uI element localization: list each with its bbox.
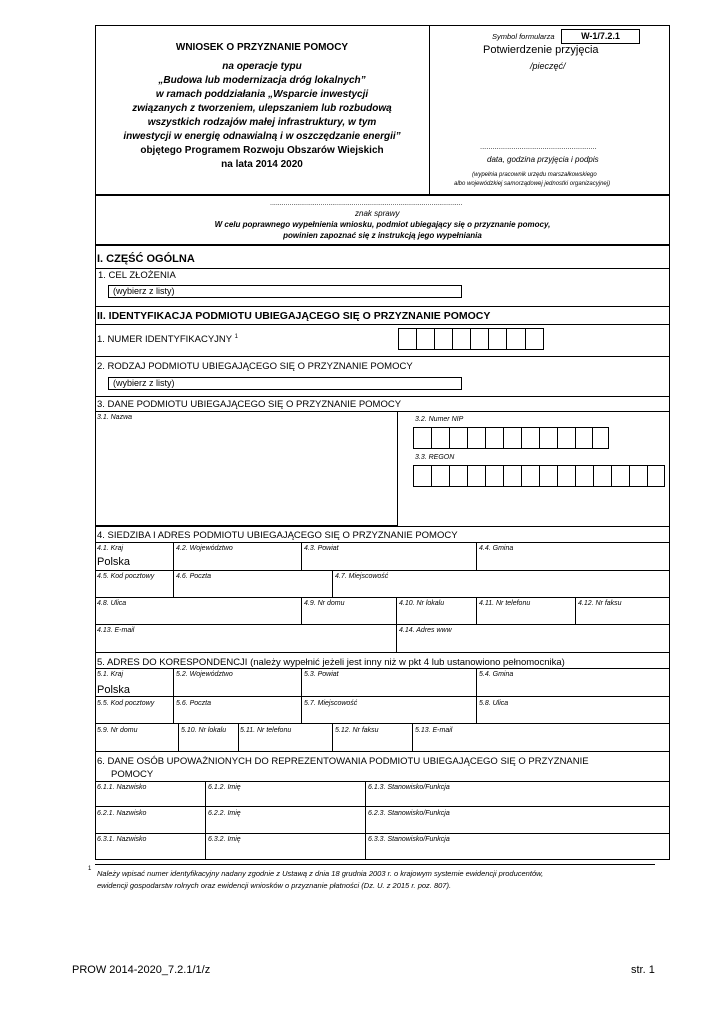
case-label: znak sprawy bbox=[355, 209, 400, 218]
entity-type-select[interactable]: (wybierz z listy) bbox=[108, 377, 462, 390]
voivodeship-label: 4.2. Województwo bbox=[176, 545, 233, 552]
house-no-label: 4.9. Nr domu bbox=[304, 600, 345, 607]
rep1-name-label: 6.1.2. Imię bbox=[208, 784, 241, 791]
street-label: 4.8. Ulica bbox=[97, 600, 127, 607]
seat-address-label: 4. SIEDZIBA I ADRES PODMIOTU UBIEGAJĄCEGO SIĘ O PRZYZNANIE POMOCY bbox=[97, 530, 458, 541]
form-title: WNIOSEK O PRZYZNANIE POMOCY bbox=[175, 42, 349, 53]
nip-input[interactable] bbox=[413, 427, 609, 449]
id-number-input[interactable] bbox=[398, 328, 544, 350]
country-label: 4.1. Kraj bbox=[97, 545, 124, 552]
part2-title: II. IDENTYFIKACJA PODMIOTU UBIEGAJĄCEGO SIĘ O PRZYZNANIE POMOCY bbox=[97, 310, 491, 322]
representatives-label: 6. DANE OSÓB UPOWAŻNIONYCH DO REPREZENTOWANIA PODMIOTU UBIEGAJĄCEGO SIĘ O PRZYZNANIE POMOCY bbox=[97, 756, 589, 780]
country-value[interactable]: Polska bbox=[97, 556, 131, 568]
rep3-surname-label: 6.3.1. Nazwisko bbox=[97, 836, 147, 843]
footer-page-number: str. 1 bbox=[631, 964, 655, 976]
rep3-name-label: 6.3.2. Imię bbox=[208, 836, 241, 843]
footnote-mark: 1 bbox=[88, 866, 92, 872]
postal-code-label: 4.5. Kod pocztowy bbox=[97, 573, 155, 580]
regon-label: 3.3. REGON bbox=[415, 454, 455, 461]
confirmation-label: Potwierdzenie przyjęcia bbox=[483, 44, 599, 56]
name-label: 3.1. Nazwa bbox=[97, 414, 133, 421]
commune-label: 4.4. Gmina bbox=[479, 545, 514, 552]
corr-county-label: 5.3. Powiat bbox=[304, 671, 339, 678]
www-label: 4.14. Adres www bbox=[399, 627, 452, 634]
part1-title: I. CZĘŚĆ OGÓLNA bbox=[97, 253, 195, 265]
entity-data-label: 3. DANE PODMIOTU UBIEGAJĄCEGO SIĘ O PRZYZNANIE POMOCY bbox=[97, 399, 402, 410]
nip-label: 3.2. Numer NIP bbox=[415, 416, 464, 423]
fax-label: 4.12. Nr faksu bbox=[578, 600, 622, 607]
footnote-rule bbox=[95, 864, 655, 865]
corr-house-no-label: 5.9. Nr domu bbox=[97, 727, 138, 734]
instruction-1: W celu poprawnego wypełnienia wniosku, podmiot ubiegający się o przyznanie pomocy, bbox=[214, 220, 551, 229]
rep1-surname-label: 6.1.1. Nazwisko bbox=[97, 784, 147, 791]
rep2-surname-label: 6.2.1. Nazwisko bbox=[97, 810, 147, 817]
case-dots: ................................................................................................... bbox=[270, 200, 463, 207]
email-label: 4.13. E-mail bbox=[97, 627, 135, 634]
corr-email-label: 5.13. E-mail bbox=[415, 727, 453, 734]
part1-field1-label: 1. CEL ZŁOŻENIA bbox=[98, 270, 176, 281]
phone-label: 4.11. Nr telefonu bbox=[479, 600, 531, 607]
post-office-label: 4.6. Poczta bbox=[176, 573, 212, 580]
locality-label: 4.7. Miejscowość bbox=[335, 573, 389, 580]
instruction-2: powinien zapoznać się z instrukcją jego wypełniania bbox=[283, 231, 482, 240]
corr-country-label: 5.1. Kraj bbox=[97, 671, 124, 678]
apartment-no-label: 4.10. Nr lokalu bbox=[399, 600, 445, 607]
office-note-1: (wypełnia pracownik urzędu marszałkowskiego bbox=[472, 172, 597, 178]
corr-phone-label: 5.11. Nr telefonu bbox=[240, 727, 292, 734]
office-note-2: albo wojewódzkiej samorządowej jednostki organizacyjnej) bbox=[454, 181, 611, 187]
correspondence-label: 5. ADRES DO KORESPONDENCJI (należy wypełnić jeżeli jest inny niż w pkt 4 lub ustanowiono pełnomocnika) bbox=[97, 657, 565, 668]
corr-postal-code-label: 5.5. Kod pocztowy bbox=[97, 700, 155, 707]
id-number-label: 1. NUMER IDENTYFIKACYJNY $^1$ bbox=[97, 334, 238, 346]
rep2-name-label: 6.2.2. Imię bbox=[208, 810, 241, 817]
purpose-select[interactable]: (wybierz z listy) bbox=[108, 285, 462, 298]
corr-country-value[interactable]: Polska bbox=[97, 684, 131, 696]
county-label: 4.3. Powiat bbox=[304, 545, 339, 552]
corr-commune-label: 5.4. Gmina bbox=[479, 671, 514, 678]
form-subtitle: na operacje typu „Budowa lub modernizacja dróg lokalnych” w ramach poddziałania „Wsparcie inwestycji związanych z tworzeniem, ulepszaniem lub rozbudową wszystkich rodzajów małej infrastruktury, w tym inwestycji w energię odnawialną i w oszczędzanie energii” objętego Programem Rozwoju Obszarów Wiejskich na lata 2014 2020 bbox=[123, 61, 401, 170]
name-input[interactable] bbox=[95, 411, 398, 526]
corr-fax-label: 5.12. Nr faksu bbox=[335, 727, 379, 734]
stamp-label: /pieczęć/ bbox=[530, 61, 566, 71]
entity-type-label: 2. RODZAJ PODMIOTU UBIEGAJĄCEGO SIĘ O PRZYZNANIE POMOCY bbox=[97, 361, 413, 372]
corr-apartment-no-label: 5.10. Nr lokalu bbox=[181, 727, 227, 734]
date-label: data, godzina przyjęcia i podpis bbox=[487, 155, 599, 164]
rep3-position-label: 6.3.3. Stanowisko/Funkcja bbox=[368, 836, 450, 843]
rep2-position-label: 6.2.3. Stanowisko/Funkcja bbox=[368, 810, 450, 817]
footer-doc-id: PROW 2014-2020_7.2.1/1/z bbox=[72, 964, 211, 976]
corr-post-office-label: 5.6. Poczta bbox=[176, 700, 212, 707]
corr-locality-label: 5.7. Miejscowość bbox=[304, 700, 358, 707]
symbol-label: Symbol formularza bbox=[492, 32, 555, 41]
signature-dots: ........................................................ bbox=[480, 142, 597, 151]
footnote-text: Należy wpisać numer identyfikacyjny nadany zgodnie z Ustawą z dnia 18 grudnia 2003 r. o krajowym systemie ewidencji producentów, ewidencji gospodarstw rolnych oraz ewidencji wniosków o przyznanie płatności (Dz. U. z 2015 r. poz. 807). bbox=[97, 869, 544, 890]
corr-voivodeship-label: 5.2. Województwo bbox=[176, 671, 233, 678]
corr-street-label: 5.8. Ulica bbox=[479, 700, 509, 707]
rep1-position-label: 6.1.3. Stanowisko/Funkcja bbox=[368, 784, 450, 791]
symbol-value: W-1/7.2.1 bbox=[561, 29, 640, 44]
